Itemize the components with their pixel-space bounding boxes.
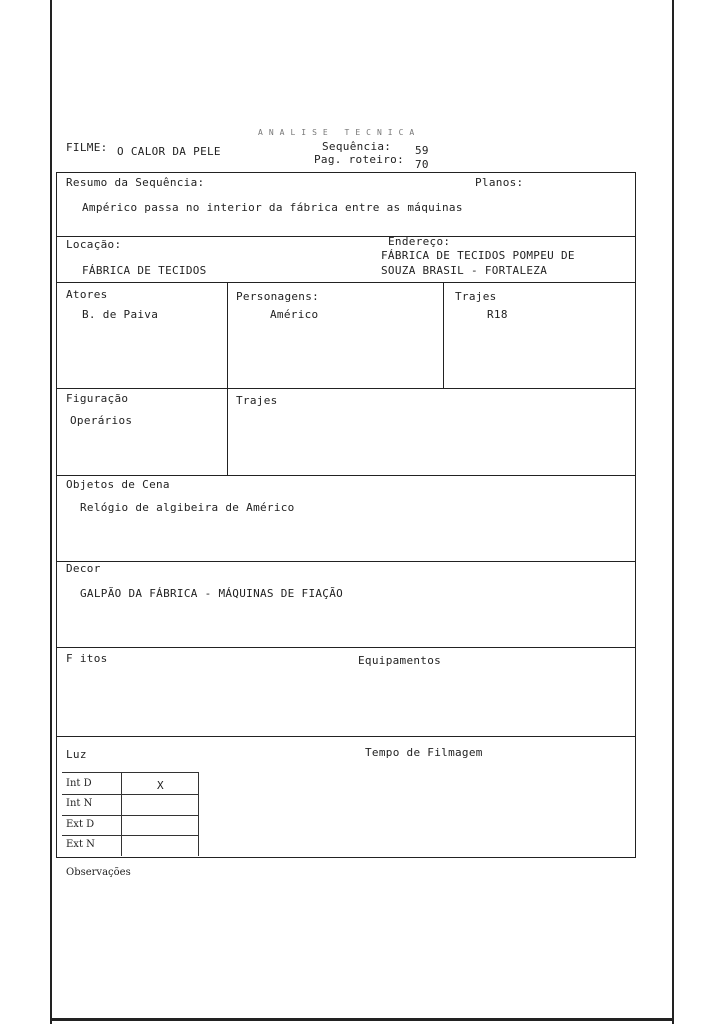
pag-roteiro-label: Pag. roteiro: bbox=[314, 153, 404, 166]
observacoes-label: Observações bbox=[66, 867, 131, 878]
column-divider bbox=[443, 282, 444, 388]
page-left-edge bbox=[50, 0, 52, 1024]
trajes-value: R18 bbox=[487, 308, 508, 321]
page-right-edge bbox=[672, 0, 674, 1024]
divider bbox=[56, 561, 636, 562]
luz-grid-line bbox=[62, 794, 198, 795]
endereco-line-1: FÁBRICA DE TECIDOS POMPEU DE bbox=[381, 249, 575, 262]
tempo-filmagem-label: Tempo de Filmagem bbox=[365, 746, 483, 759]
trajes-label: Trajes bbox=[455, 290, 497, 303]
form-watermark-title: ANALISE TECNICA bbox=[258, 128, 421, 137]
atores-value: B. de Paiva bbox=[82, 308, 159, 321]
divider bbox=[56, 236, 636, 237]
column-divider bbox=[227, 282, 228, 475]
personagens-label: Personagens: bbox=[236, 290, 320, 303]
figuracao-value: Operários bbox=[70, 414, 133, 427]
luz-grid-line bbox=[121, 772, 122, 856]
endereco-line-2: SOUZA BRASIL - FORTALEZA bbox=[381, 264, 548, 277]
divider bbox=[56, 388, 636, 389]
page-bottom-edge bbox=[50, 1018, 674, 1021]
figuracao-trajes-label: Trajes bbox=[236, 394, 278, 407]
divider bbox=[56, 282, 636, 283]
luz-row-label: Int D bbox=[66, 778, 92, 789]
decor-value: GALPÃO DA FÁBRICA - MÁQUINAS DE FIAÇÃO bbox=[80, 587, 344, 600]
filme-value: O CALOR DA PELE bbox=[117, 145, 221, 158]
luz-grid-line bbox=[62, 835, 198, 836]
divider bbox=[56, 647, 636, 648]
sequencia-label: Sequência: bbox=[322, 140, 392, 153]
sequencia-value: 59 bbox=[415, 144, 429, 157]
luz-row-mark: X bbox=[157, 779, 164, 792]
personagens-value: Américo bbox=[270, 308, 319, 321]
equipamentos-label: Equipamentos bbox=[358, 654, 442, 667]
locacao-label: Locação: bbox=[66, 238, 122, 251]
decor-label: Decor bbox=[66, 562, 101, 575]
endereco-label: Endereço: bbox=[388, 235, 451, 248]
objetos-label: Objetos de Cena bbox=[66, 478, 170, 491]
luz-grid-line bbox=[62, 815, 198, 816]
luz-grid-line bbox=[198, 772, 199, 856]
luz-label: Luz bbox=[66, 748, 87, 761]
efeitos-label: F itos bbox=[66, 652, 108, 665]
locacao-value: FÁBRICA DE TECIDOS bbox=[82, 264, 207, 277]
divider bbox=[56, 736, 636, 737]
luz-row-label: Int N bbox=[66, 798, 93, 809]
planos-label: Planos: bbox=[475, 176, 524, 189]
objetos-value: Relógio de algibeira de Américo bbox=[80, 501, 295, 514]
luz-grid-line bbox=[62, 772, 198, 773]
atores-label: Atores bbox=[66, 288, 108, 301]
luz-row-label: Ext N bbox=[66, 839, 95, 850]
filme-label: FILME: bbox=[66, 141, 108, 154]
figuracao-label: Figuração bbox=[66, 392, 129, 405]
pag-roteiro-value: 70 bbox=[415, 158, 429, 171]
resumo-label: Resumo da Sequência: bbox=[66, 176, 205, 189]
luz-row-label: Ext D bbox=[66, 819, 95, 830]
divider bbox=[56, 475, 636, 476]
resumo-text: Ampérico passa no interior da fábrica entre as máquinas bbox=[82, 201, 463, 214]
